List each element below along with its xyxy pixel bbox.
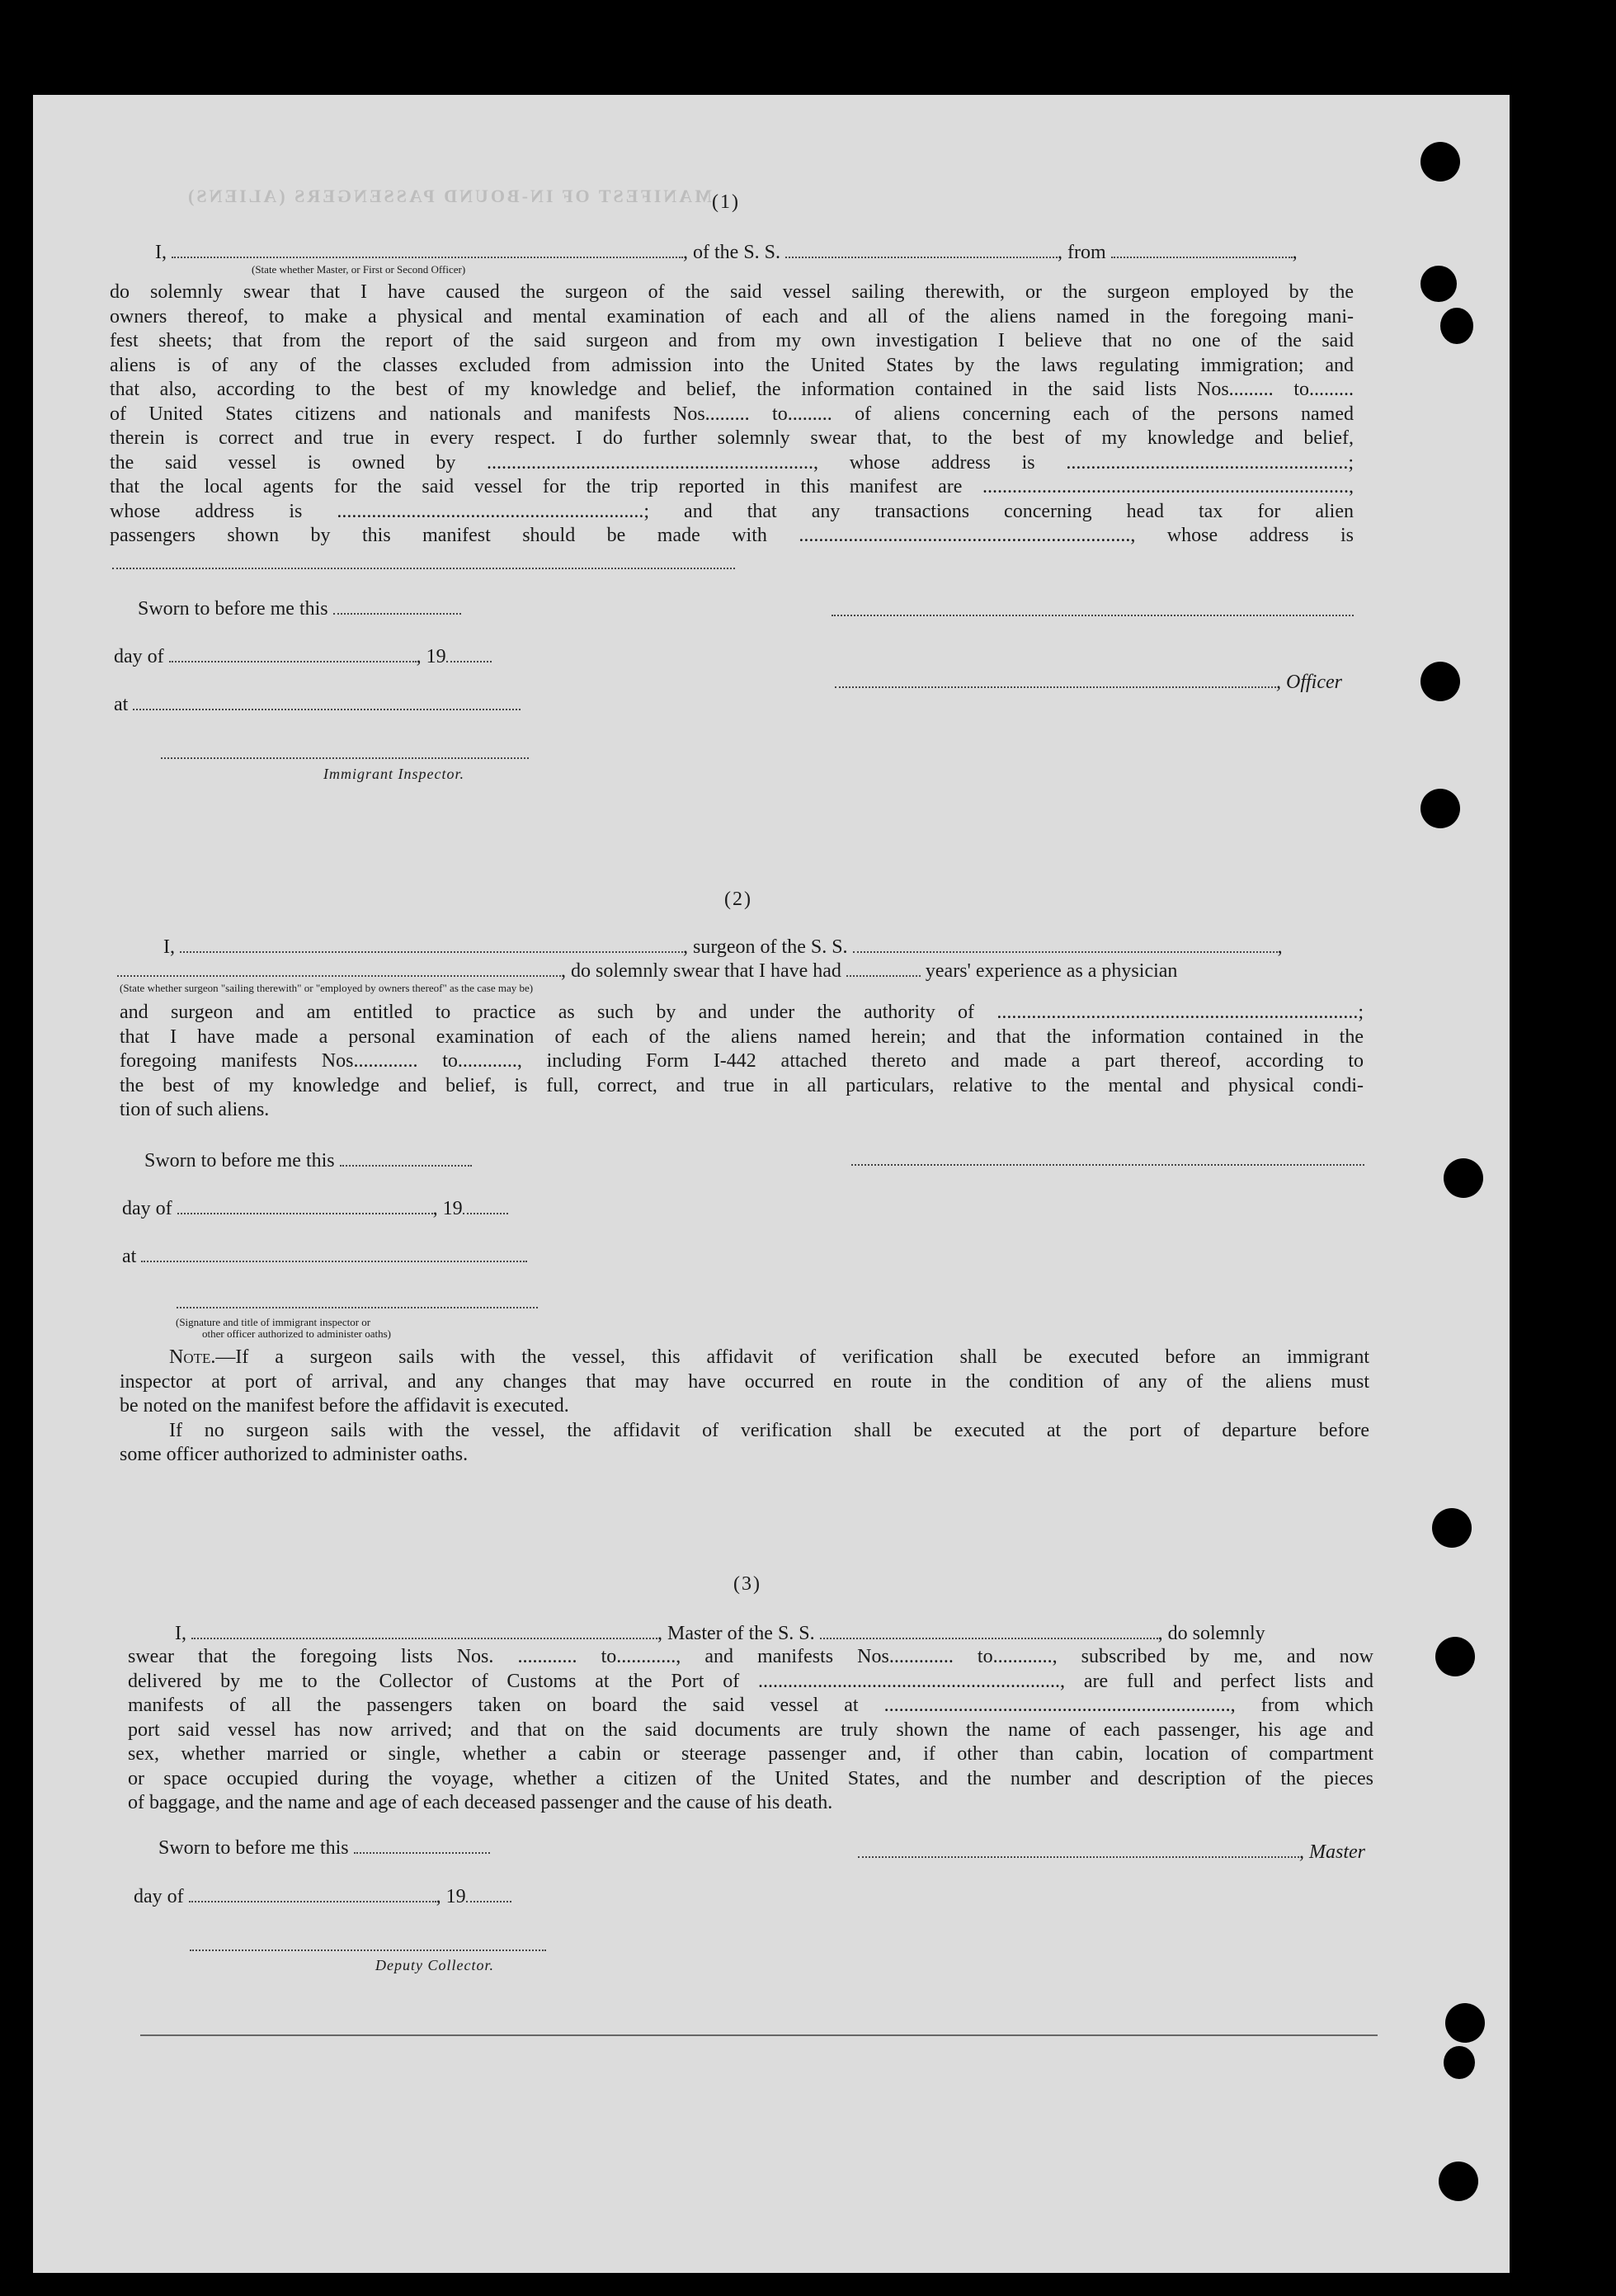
punch-hole (1420, 662, 1460, 701)
bleed-through-header: MANIFEST OF IN-BOUND PASSENGERS (ALIENS) (186, 186, 712, 206)
section3-master: , Master (858, 1840, 1365, 1864)
section2-inspector-line (177, 1307, 538, 1308)
punch-hole (1420, 266, 1457, 302)
section1-day-of: day of , 19 (114, 644, 492, 668)
punch-hole (1439, 2162, 1478, 2201)
punch-hole (1444, 2046, 1475, 2079)
section1-officer: , Officer (835, 670, 1342, 694)
section3-collector-line (190, 1949, 546, 1951)
punch-hole (1440, 308, 1473, 344)
section1-line1: I, , of the S. S. , from , (155, 242, 1298, 263)
section1-number: (1) (712, 191, 740, 213)
section3-paragraph: swear that the foregoing lists Nos. ............ to............, and manifests Nos............. to............, subscribed by me, and now delivered by me to the Collector of Customs at the Port of ............................................................., are full and perfect lists and manifests of all the passengers taken on board the said vessel at ......................................................................, from which port said vessel has now arrived; and that on the said documents are truly shown the name of each passenger, his age and sex, whether married or single, whether a cabin or steerage passenger and, if other than cabin, location of compartment or space occupied during the voyage, whether a citizen of the United States, and the number and description of the pieces of baggage, and the name and age of each deceased passenger and the cause of his death. (128, 1646, 1373, 1813)
section2-note: (State whether surgeon "sailing therewith" or "employed by owners thereof" as the case may be) (120, 982, 534, 994)
section2-paragraph: and surgeon and am entitled to practice as such by and under the authority of .........................................................................; that I have made a personal examination of each of the aliens named herein; and that the information contained in the foregoing manifests Nos............. to............, including Form I-442 attached thereto and made a part thereof, according to the best of my knowledge and belief, is full, correct, and true in all particulars, relative to the mental and physical condi- tion of such aliens. (120, 1002, 1364, 1120)
section1-inspector: Immigrant Inspector. (323, 766, 464, 782)
section3-number: (3) (733, 1573, 761, 1595)
section2-sworn: Sworn to before me this (144, 1148, 472, 1172)
punch-hole (1420, 142, 1460, 182)
section2-at: at (122, 1244, 527, 1268)
section3-sworn: Sworn to before me this (158, 1836, 490, 1860)
section1-address-line (112, 568, 735, 569)
section2-line1: I, , surgeon of the S. S. , (163, 936, 1283, 958)
section2-note-paragraph: Note.—If a surgeon sails with the vessel, this affidavit of verification shall be executed before an immigrant inspector at port of arrival, and any changes that may have occurred en route in the condition of any of the aliens must be noted on the manifest before the affidavit is executed. If no surgeon sails with the vessel, the affidavit of verification shall be executed at the port of departure before some officer authorized to administer oaths. (120, 1346, 1369, 1465)
section2-day-of: day of , 19 (122, 1196, 508, 1220)
section1-at: at (114, 692, 521, 716)
section1-signature-line (832, 615, 1354, 616)
section2-sig-note1: (Signature and title of immigrant inspector or (176, 1316, 371, 1328)
punch-hole (1445, 2003, 1485, 2043)
section3-line1: I, , Master of the S. S. , do solemnly (175, 1623, 1265, 1644)
punch-hole (1432, 1508, 1472, 1548)
section3-collector: Deputy Collector. (375, 1957, 494, 1973)
section1-paragraph: do solemnly swear that I have caused the surgeon of the said vessel sailing therewith, or the surgeon employed by the owners thereof, to make a physical and mental examination of each and all of the aliens named in the foregoing mani- fest sheets; that from the report of the said surgeon and from my own investigation I believe that no one of the said aliens is of any of the classes excluded from admission into the United States by the laws regulating immigration; and that also, according to the best of my knowledge and belief, the information contained in the said lists Nos......... to......... of United States citizens and nationals and manifests Nos......... to......... of aliens concerning each of the persons named therein is correct and true in every respect. I do further solemnly swear that, to the best of my knowledge and belief, the said vessel is owned by .................................................................., whose address is .........................................................; that the local agents for the said vessel for the trip reported in this manifest are .........................................................................., whose address is ..............................................................; and that any transactions concerning head tax for alien passengers shown by this manifest should be made with ..................................................................., whose address is (110, 281, 1354, 546)
section2-line2: , do solemnly swear that I have had years' experience as a physician (117, 959, 1177, 983)
punch-hole (1444, 1158, 1483, 1198)
section1-inspector-line (161, 757, 529, 759)
section1-note: (State whether Master, or First or Second Officer) (252, 263, 466, 276)
punch-hole (1435, 1637, 1475, 1676)
section2-signature-line (851, 1164, 1364, 1166)
punch-hole (1420, 789, 1460, 828)
bottom-rule (140, 2034, 1378, 2036)
section1-sworn: Sworn to before me this (138, 596, 461, 620)
section2-number: (2) (724, 889, 752, 910)
section3-day-of: day of , 19 (134, 1884, 511, 1908)
section2-sig-note2: other officer authorized to administer oaths) (202, 1327, 391, 1340)
